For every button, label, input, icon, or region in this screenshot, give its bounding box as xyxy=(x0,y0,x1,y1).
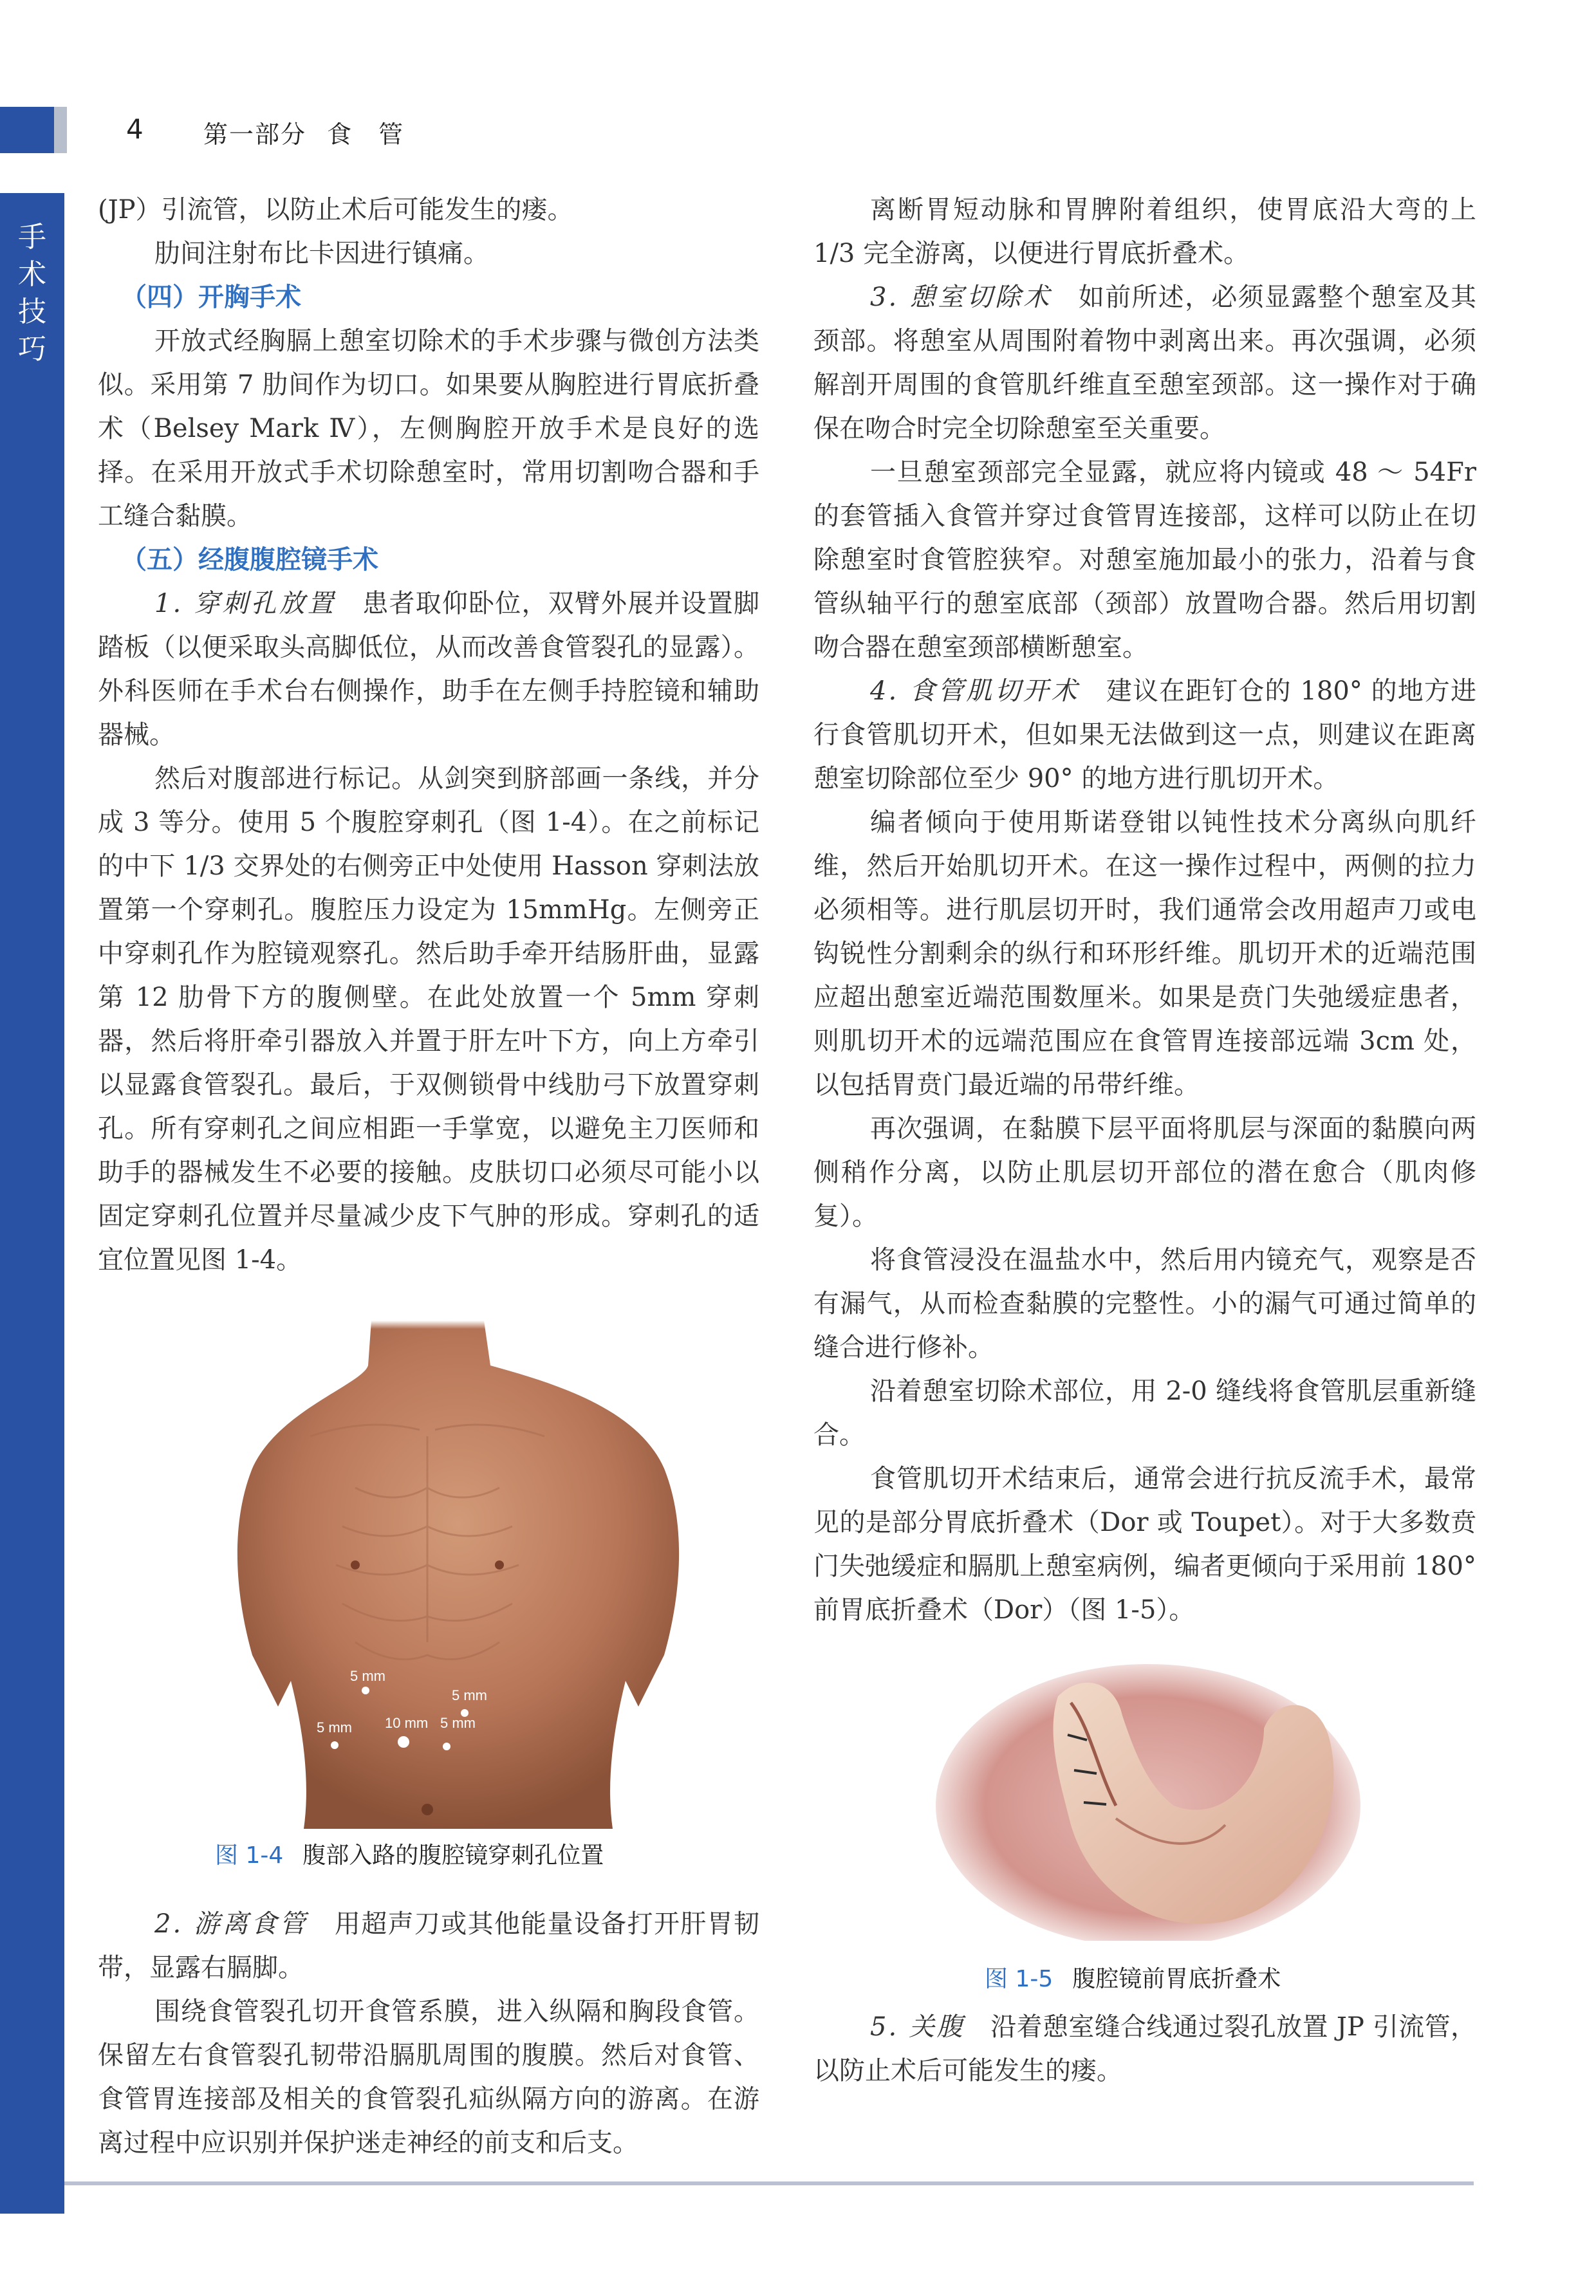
step-term: 2. 游离食管 xyxy=(154,1909,308,1939)
paragraph xyxy=(98,582,759,757)
paragraph xyxy=(98,1902,759,1990)
figure-caption xyxy=(98,1834,759,1878)
step-text: 患者取仰卧位，双臂外展并设置脚踏板（以便采取头高脚低位，从而改善食管裂孔的显露）。外科医师在手术台右侧操作，助手在左侧手持腔镜和辅助器械。 xyxy=(98,589,760,750)
step-term: 1. 穿刺孔放置 xyxy=(154,589,337,618)
paragraph xyxy=(813,275,1476,450)
header-grey-block xyxy=(54,107,67,153)
left-column xyxy=(98,188,759,2165)
paragraph: 离断胃短动脉和胃脾附着组织，使胃底沿大弯的上 1/3 完全游离，以便进行胃底折叠术。 xyxy=(813,195,1476,268)
paragraph: 一旦憩室颈部完全显露，就应将内镜或 48 ～ 54Fr 的套管插入食管并穿过食管胃连接部，这样可以防止在切除憩室时食管腔狭窄。对憩室施加最小的张力，沿着与食管纵轴平行的憩室底部（颈部）放置吻合器。然后用切割吻合器在憩室颈部横断憩室。 xyxy=(813,458,1476,662)
side-tab-char: 巧 xyxy=(18,333,46,366)
paragraph: (JP）引流管，以防止术后可能发生的瘘。 xyxy=(98,195,573,225)
paragraph: 肋间注射布比卡因进行镇痛。 xyxy=(154,239,489,268)
section-heading: （四）开胸手术 xyxy=(121,282,301,312)
part-title: 第一部分 食 管 xyxy=(203,120,405,149)
step-term: 5. 关腹 xyxy=(870,2012,965,2042)
step-text: 用超声刀或其他能量设备打开肝胃韧带，显露右膈脚。 xyxy=(98,1909,759,1983)
figure-number: 图 1-4 xyxy=(215,1842,284,1869)
paragraph xyxy=(813,669,1476,801)
paragraph: 再次强调，在黏膜下层平面将肌层与深面的黏膜向两侧稍作分离，以防止肌层切开部位的潜在愈合（肌肉修复）。 xyxy=(813,1114,1476,1231)
figure-1-5 xyxy=(813,1658,1476,2005)
port-label: 5 mm xyxy=(452,1687,487,1703)
step-text: 如前所述，必须显露整个憩室及其颈部。将憩室从周围附着物中剥离出来。再次强调，必须解剖开周围的食管肌纤维直至憩室颈部。这一操作对于确保在吻合时完全切除憩室至关重要。 xyxy=(813,282,1476,443)
figure-number: 图 1-5 xyxy=(985,1966,1053,1992)
step-text: 沿着憩室缝合线通过裂孔放置 JP 引流管，以防止术后可能发生的瘘。 xyxy=(813,2012,1476,2086)
side-tab-strip xyxy=(0,193,64,2214)
paragraph: 将食管浸没在温盐水中，然后用内镜充气，观察是否有漏气，从而检查黏膜的完整性。小的漏气可通过简单的缝合进行修补。 xyxy=(813,1245,1476,1362)
step-term: 4. 食管肌切开术 xyxy=(870,676,1080,706)
figure-caption-text: 腹部入路的腹腔镜穿刺孔位置 xyxy=(302,1842,604,1869)
step-text: 建议在距钉仓的 180° 的地方进行食管肌切开术，但如果无法做到这一点，则建议在距离憩室切除部位至少 90° 的地方进行肌切开术。 xyxy=(813,676,1477,793)
figure-caption xyxy=(813,1958,1476,2001)
port-label: 5 mm xyxy=(440,1715,476,1731)
bottom-rule xyxy=(64,2181,1474,2185)
page-number: 4 xyxy=(126,113,144,145)
side-tab-char: 技 xyxy=(18,295,46,328)
port-label: 5 mm xyxy=(317,1719,352,1736)
fundoplication-illustration xyxy=(813,1658,1476,1941)
step-term: 3. 憩室切除术 xyxy=(870,282,1052,312)
side-tab-char: 术 xyxy=(18,258,46,291)
torso-illustration xyxy=(98,1320,759,1829)
paragraph: 围绕食管裂孔切开食管系膜，进入纵隔和胸段食管。保留左右食管裂孔韧带沿膈肌周围的腹膜。然后对食管、食管胃连接部及相关的食管裂孔疝纵隔方向的游离。在游离过程中应识别并保护迷走神经的前支和后支。 xyxy=(98,1997,759,2158)
paragraph: 开放式经胸膈上憩室切除术的手术步骤与微创方法类似。采用第 7 肋间作为切口。如果要从胸腔进行胃底折叠术（Belsey Mark Ⅳ），左侧胸腔开放手术是良好的选择。在采用开放式手术切除憩室时，常用切割吻合器和手工缝合黏膜。 xyxy=(98,326,759,531)
right-column xyxy=(813,188,1476,2093)
paragraph: 然后对腹部进行标记。从剑突到脐部画一条线，并分成 3 等分。使用 5 个腹腔穿刺孔（图 1-4）。在之前标记的中下 1/3 交界处的右侧旁正中处使用 Hasson 穿刺法放置第一个穿刺孔。腹腔压力设定为 15mmHg。左侧旁正中穿刺孔作为腔镜观察孔。然后助手牵开结肠肝曲，显露第 12 肋骨下方的腹侧壁。在此处放置一个 5mm 穿刺器，然后将肝牵引器放入并置于肝左叶下方，向上方牵引以显露食管裂孔。最后，于双侧锁骨中线肋弓下放置穿刺孔。所有穿刺孔之间应相距一手掌宽，以避免主刀医师和助手的器械发生不必要的接触。皮肤切口必须尽可能小以固定穿刺孔位置并尽量减少皮下气肿的形成。穿刺孔的适宜位置见图 1-4。 xyxy=(98,764,759,1275)
header-color-block xyxy=(0,107,54,153)
section-heading: （五）经腹腹腔镜手术 xyxy=(121,544,378,575)
port-label: 5 mm xyxy=(350,1668,385,1684)
paragraph: 食管肌切开术结束后，通常会进行抗反流手术，最常见的是部分胃底折叠术（Dor 或 Toupet）。对于大多数贲门失弛缓症和膈肌上憩室病例，编者更倾向于采用前 180° 前胃底折叠术（Dor）（图 1-5）。 xyxy=(813,1464,1476,1625)
paragraph: 沿着憩室切除术部位，用 2-0 缝线将食管肌层重新缝合。 xyxy=(813,1376,1476,1450)
side-tab-label xyxy=(9,219,55,368)
paragraph xyxy=(813,2005,1476,2093)
figure-1-4 xyxy=(98,1320,759,1874)
side-tab-char: 手 xyxy=(18,221,46,254)
paragraph: 编者倾向于使用斯诺登钳以钝性技术分离纵向肌纤维，然后开始肌切开术。在这一操作过程中，两侧的拉力必须相等。进行肌层切开时，我们通常会改用超声刀或电钩锐性分割剩余的纵行和环形纤维。肌切开术的近端范围应超出憩室近端范围数厘米。如果是贲门失弛缓症患者，则肌切开术的远端范围应在食管胃连接部远端 3cm 处，以包括胃贲门最近端的吊带纤维。 xyxy=(813,808,1476,1100)
figure-caption-text: 腹腔镜前胃底折叠术 xyxy=(1072,1966,1281,1992)
port-label: 10 mm xyxy=(385,1715,429,1731)
